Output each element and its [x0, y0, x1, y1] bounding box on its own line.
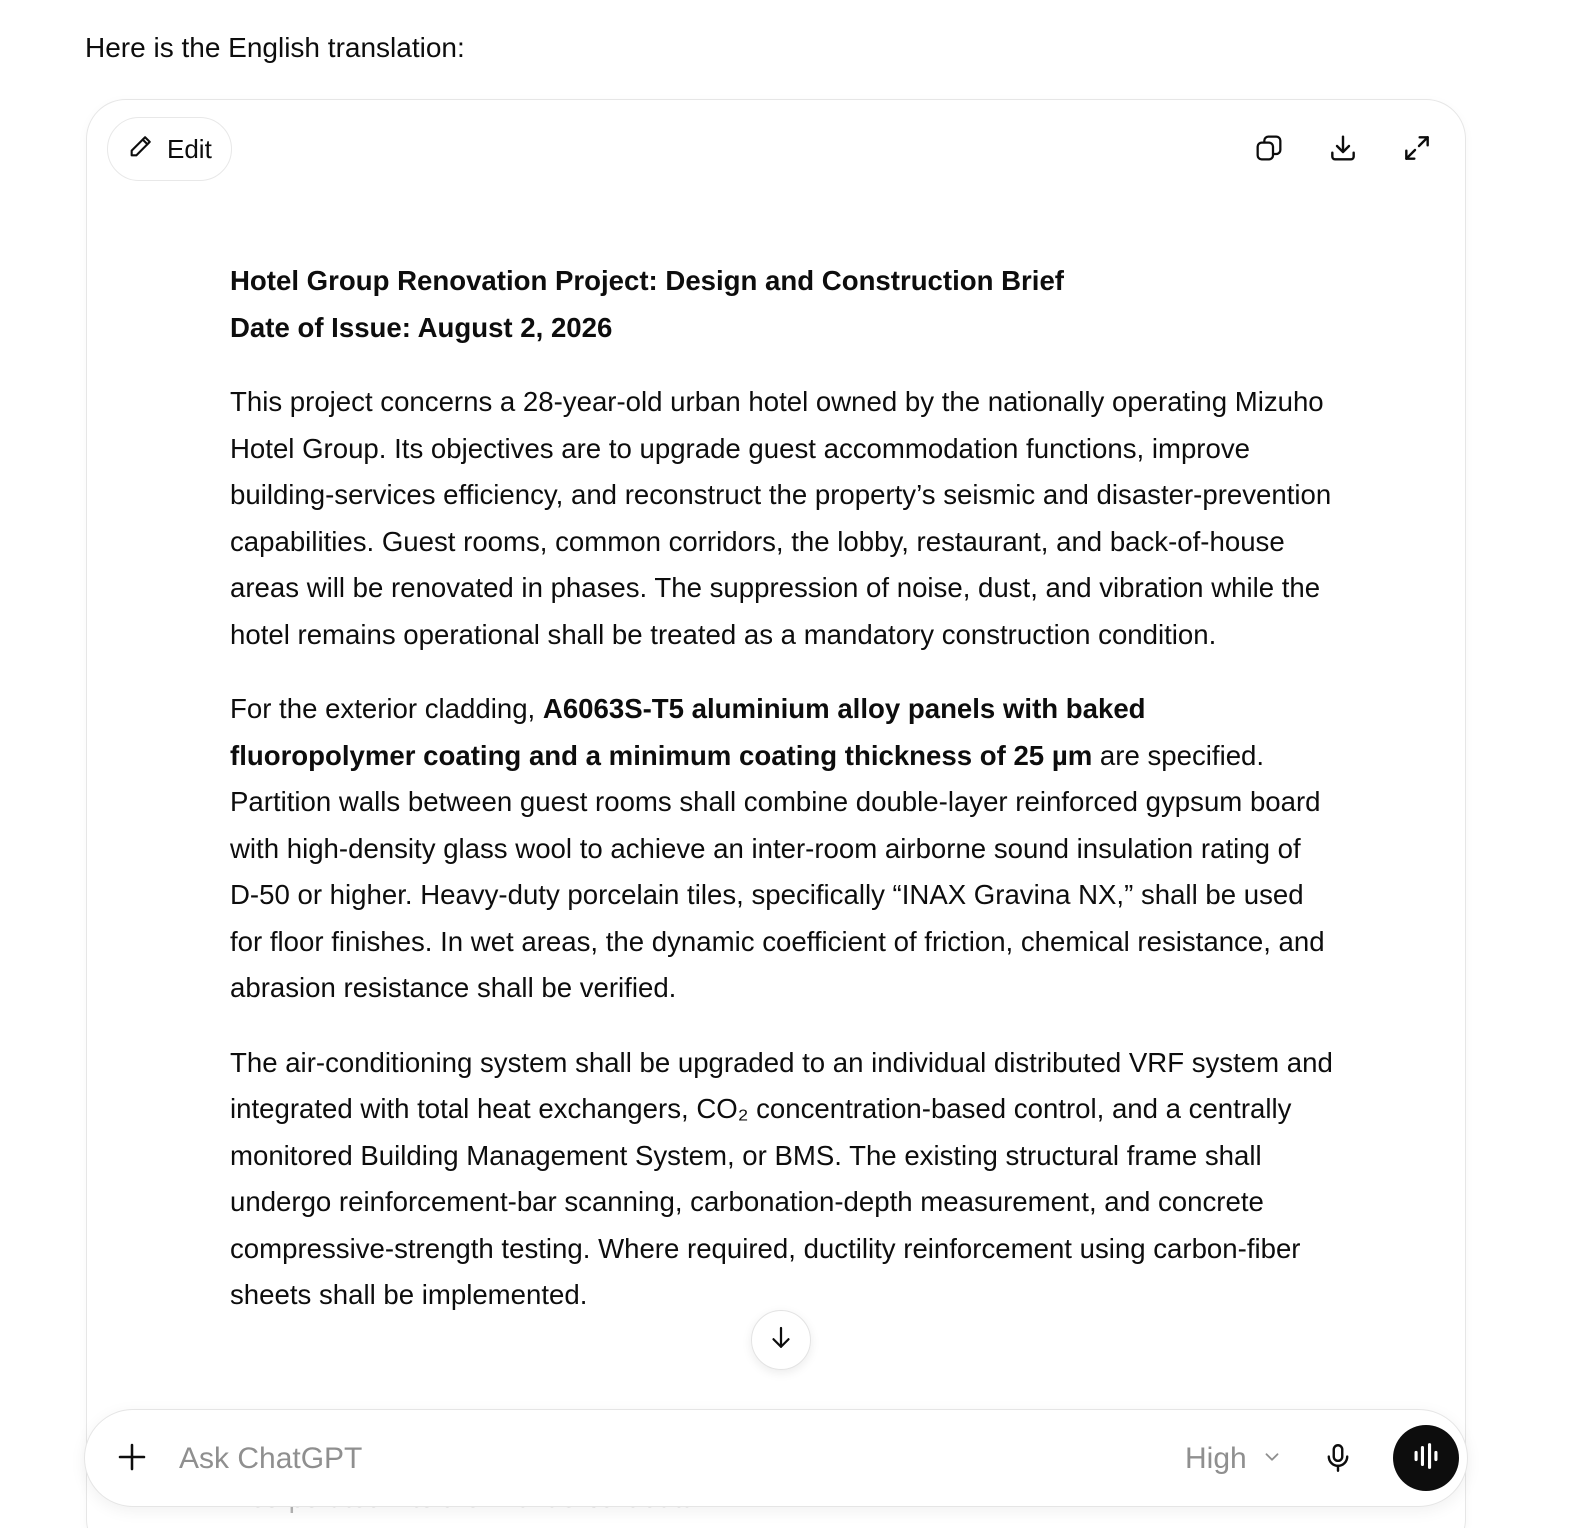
- document-paragraph-2: [230, 686, 1335, 1012]
- voice-waveform-icon: [1409, 1439, 1443, 1478]
- model-select[interactable]: [1185, 1437, 1283, 1481]
- voice-mode-button[interactable]: [1393, 1425, 1459, 1491]
- chevron-down-icon: [1261, 1442, 1283, 1476]
- composer: [84, 1409, 1468, 1507]
- model-select-label: High: [1185, 1442, 1247, 1475]
- paragraph-2-bold: A6063S-T5 aluminium alloy panels with baked fluoropolymer coating and a minimum coating thickness of 25 µm: [230, 693, 1146, 771]
- expand-icon[interactable]: [1399, 130, 1435, 166]
- plus-icon: [114, 1439, 150, 1480]
- paragraph-2-lead: For the exterior cladding,: [230, 693, 543, 724]
- assistant-intro-text: Here is the English translation:: [85, 32, 465, 63]
- paragraph-2-rest: are specified. Partition walls between guest rooms shall combine double-layer reinforced gypsum board with high-density glass wool to achieve an inter-room airborne sound insulation rating of D-50 or higher. Heavy-duty porcelain tiles, specifically “INAX Gravina NX,” shall be used for floor finishes. In wet areas, the dynamic coefficient of friction, chemical resistance, and abrasion resistance shall be verified.: [230, 739, 1325, 1003]
- document-title: Hotel Group Renovation Project: Design and Construction Brief: [230, 265, 1064, 296]
- document-body: [230, 258, 1335, 1319]
- pencil-icon: [127, 132, 155, 167]
- prompt-input[interactable]: [179, 1435, 1039, 1483]
- copy-icon[interactable]: [1251, 130, 1287, 166]
- edit-button-label: Edit: [167, 133, 212, 164]
- microphone-icon: [1321, 1441, 1355, 1480]
- document-toolbar: [1251, 130, 1435, 166]
- arrow-down-icon: [766, 1323, 796, 1358]
- edit-button[interactable]: [107, 117, 232, 181]
- document-paragraph-1: This project concerns a 28-year-old urban hotel owned by the nationally operating Mizuho Hotel Group. Its objectives are to upgrade guest accommodation functions, improve building-services efficiency, and reconstruct the property’s seismic and disaster-prevention capabilities. Guest rooms, common corridors, the lobby, restaurant, and back-of-house areas will be renovated in phases. The suppression of noise, dust, and vibration while the hotel remains operational shall be treated as a mandatory construction condition.: [230, 386, 1332, 650]
- document-date: Date of Issue: August 2, 2026: [230, 311, 613, 343]
- dictate-button[interactable]: [1315, 1437, 1361, 1483]
- add-attachment-button[interactable]: [109, 1436, 155, 1482]
- download-icon[interactable]: [1325, 130, 1361, 166]
- document-paragraph-3: The air-conditioning system shall be upgraded to an individual distributed VRF system and integrated with total heat exchangers, CO₂ concentration-based control, and a centrally monitored Building Management System, or BMS. The existing structural frame shall undergo reinforcement-bar scanning, carbonation-depth measurement, and concrete compressive-strength testing. Where required, ductility reinforcement using carbon-fiber sheets shall be implemented.: [230, 1046, 1333, 1310]
- scroll-down-button[interactable]: [751, 1310, 811, 1370]
